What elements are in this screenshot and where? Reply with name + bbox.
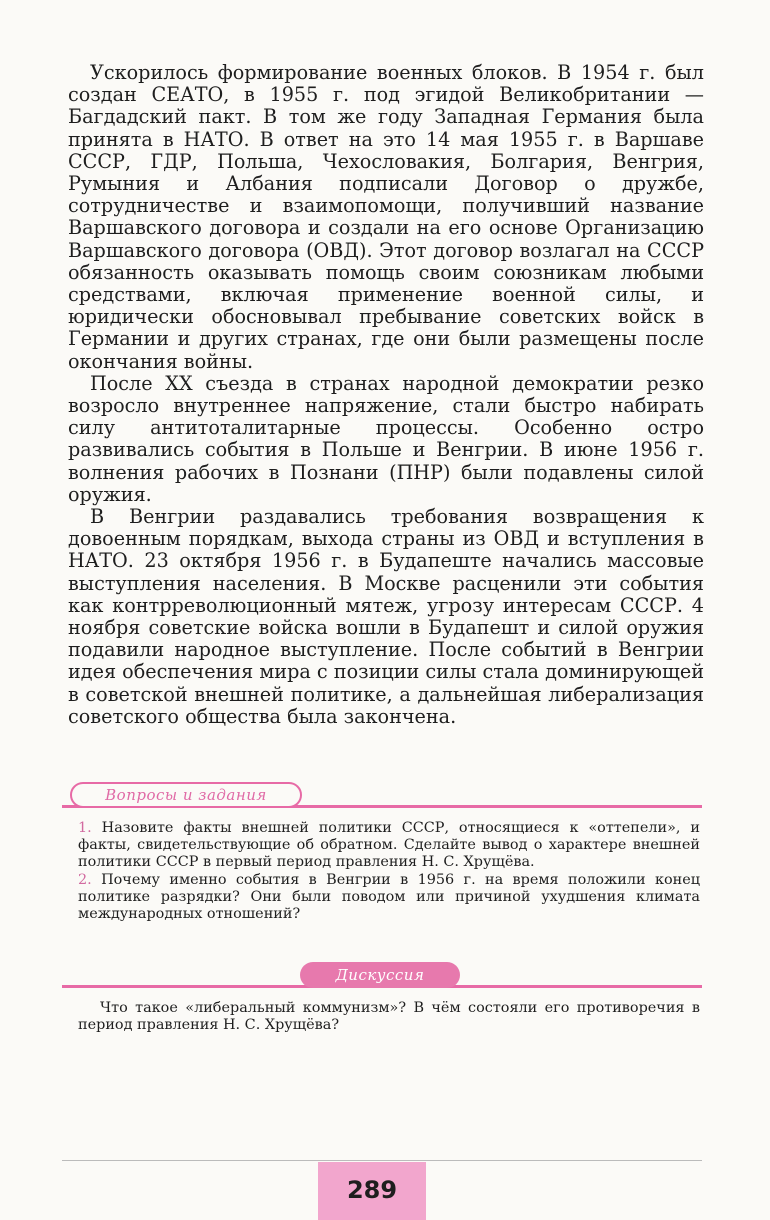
discussion-title: Дискуссия [300, 962, 460, 988]
main-text [68, 62, 704, 728]
paragraph: В Венгрии раздавались требования возвращения к довоенным порядкам, выхода страны из ОВД и вступления в НАТО. 23 октября 1956 г. в Будапеште начались массовые выступления населения. В Москве расценили эти события как контрреволюционный мятеж, угрозу интересам СССР. 4 ноября советские войска вошли в Будапешт и силой оружия подавили народное выступление. После событий в Венгрии идея обеспечения мира с позиции силы стала доминирующей в советской внешней политике, а дальнейшая либерализация советского общества была закончена. [68, 505, 704, 728]
discussion-text: Что такое «либеральный коммунизм»? В чём состояли его противоречия в период правления Н. С. Хрущёва? [78, 1000, 700, 1034]
questions-list [78, 820, 700, 923]
question-item [78, 820, 700, 872]
page-number: 289 [318, 1162, 426, 1220]
question-number: 1. [78, 820, 92, 836]
question-item [78, 872, 700, 924]
footer-divider [62, 1160, 702, 1161]
questions-title: Вопросы и задания [70, 782, 302, 808]
discussion-header [62, 960, 702, 990]
question-number: 2. [78, 871, 92, 888]
questions-header [62, 780, 702, 810]
paragraph: Ускорилось формирование военных блоков. В 1954 г. был создан СЕАТО, в 1955 г. под эгидой Великобритании — Багдадский пакт. В том же году Западная Германия была принята в НАТО. В ответ на это 14 мая 1955 г. в Варшаве СССР, ГДР, Польша, Чехословакия, Болгария, Венгрия, Румыния и Албания подписали Договор о дружбе, сотрудничестве и взаимопомощи, получивший название Варшавского договора и создали на его основе Организацию Варшавского договора (ОВД). Этот договор возлагал на СССР обязанность оказывать помощь своим союзникам любыми средствами, включая применение военной силы, и юридически обосновывал пребывание советских войск в Германии и других странах, где они были размещены после окончания войны. [68, 61, 704, 373]
question-text: Почему именно события в Венгрии в 1956 г. на время положили конец политике разрядки? Они были поводом или причиной ухудшения климата международных отношений? [78, 871, 700, 923]
paragraph: После XX съезда в странах народной демократии резко возросло внутреннее напряжение, стали быстро набирать силу антитоталитарные процессы. Особенно остро развивались события в Польше и Венгрии. В июне 1956 г. волнения рабочих в Познани (ПНР) были подавлены силой оружия. [68, 371, 704, 506]
question-text: Назовите факты внешней политики СССР, относящиеся к «оттепели», и факты, свидетельствующие об обратном. Сделайте вывод о характере внешней политики СССР в первый период правления Н. С. Хрущёва. [78, 820, 700, 871]
